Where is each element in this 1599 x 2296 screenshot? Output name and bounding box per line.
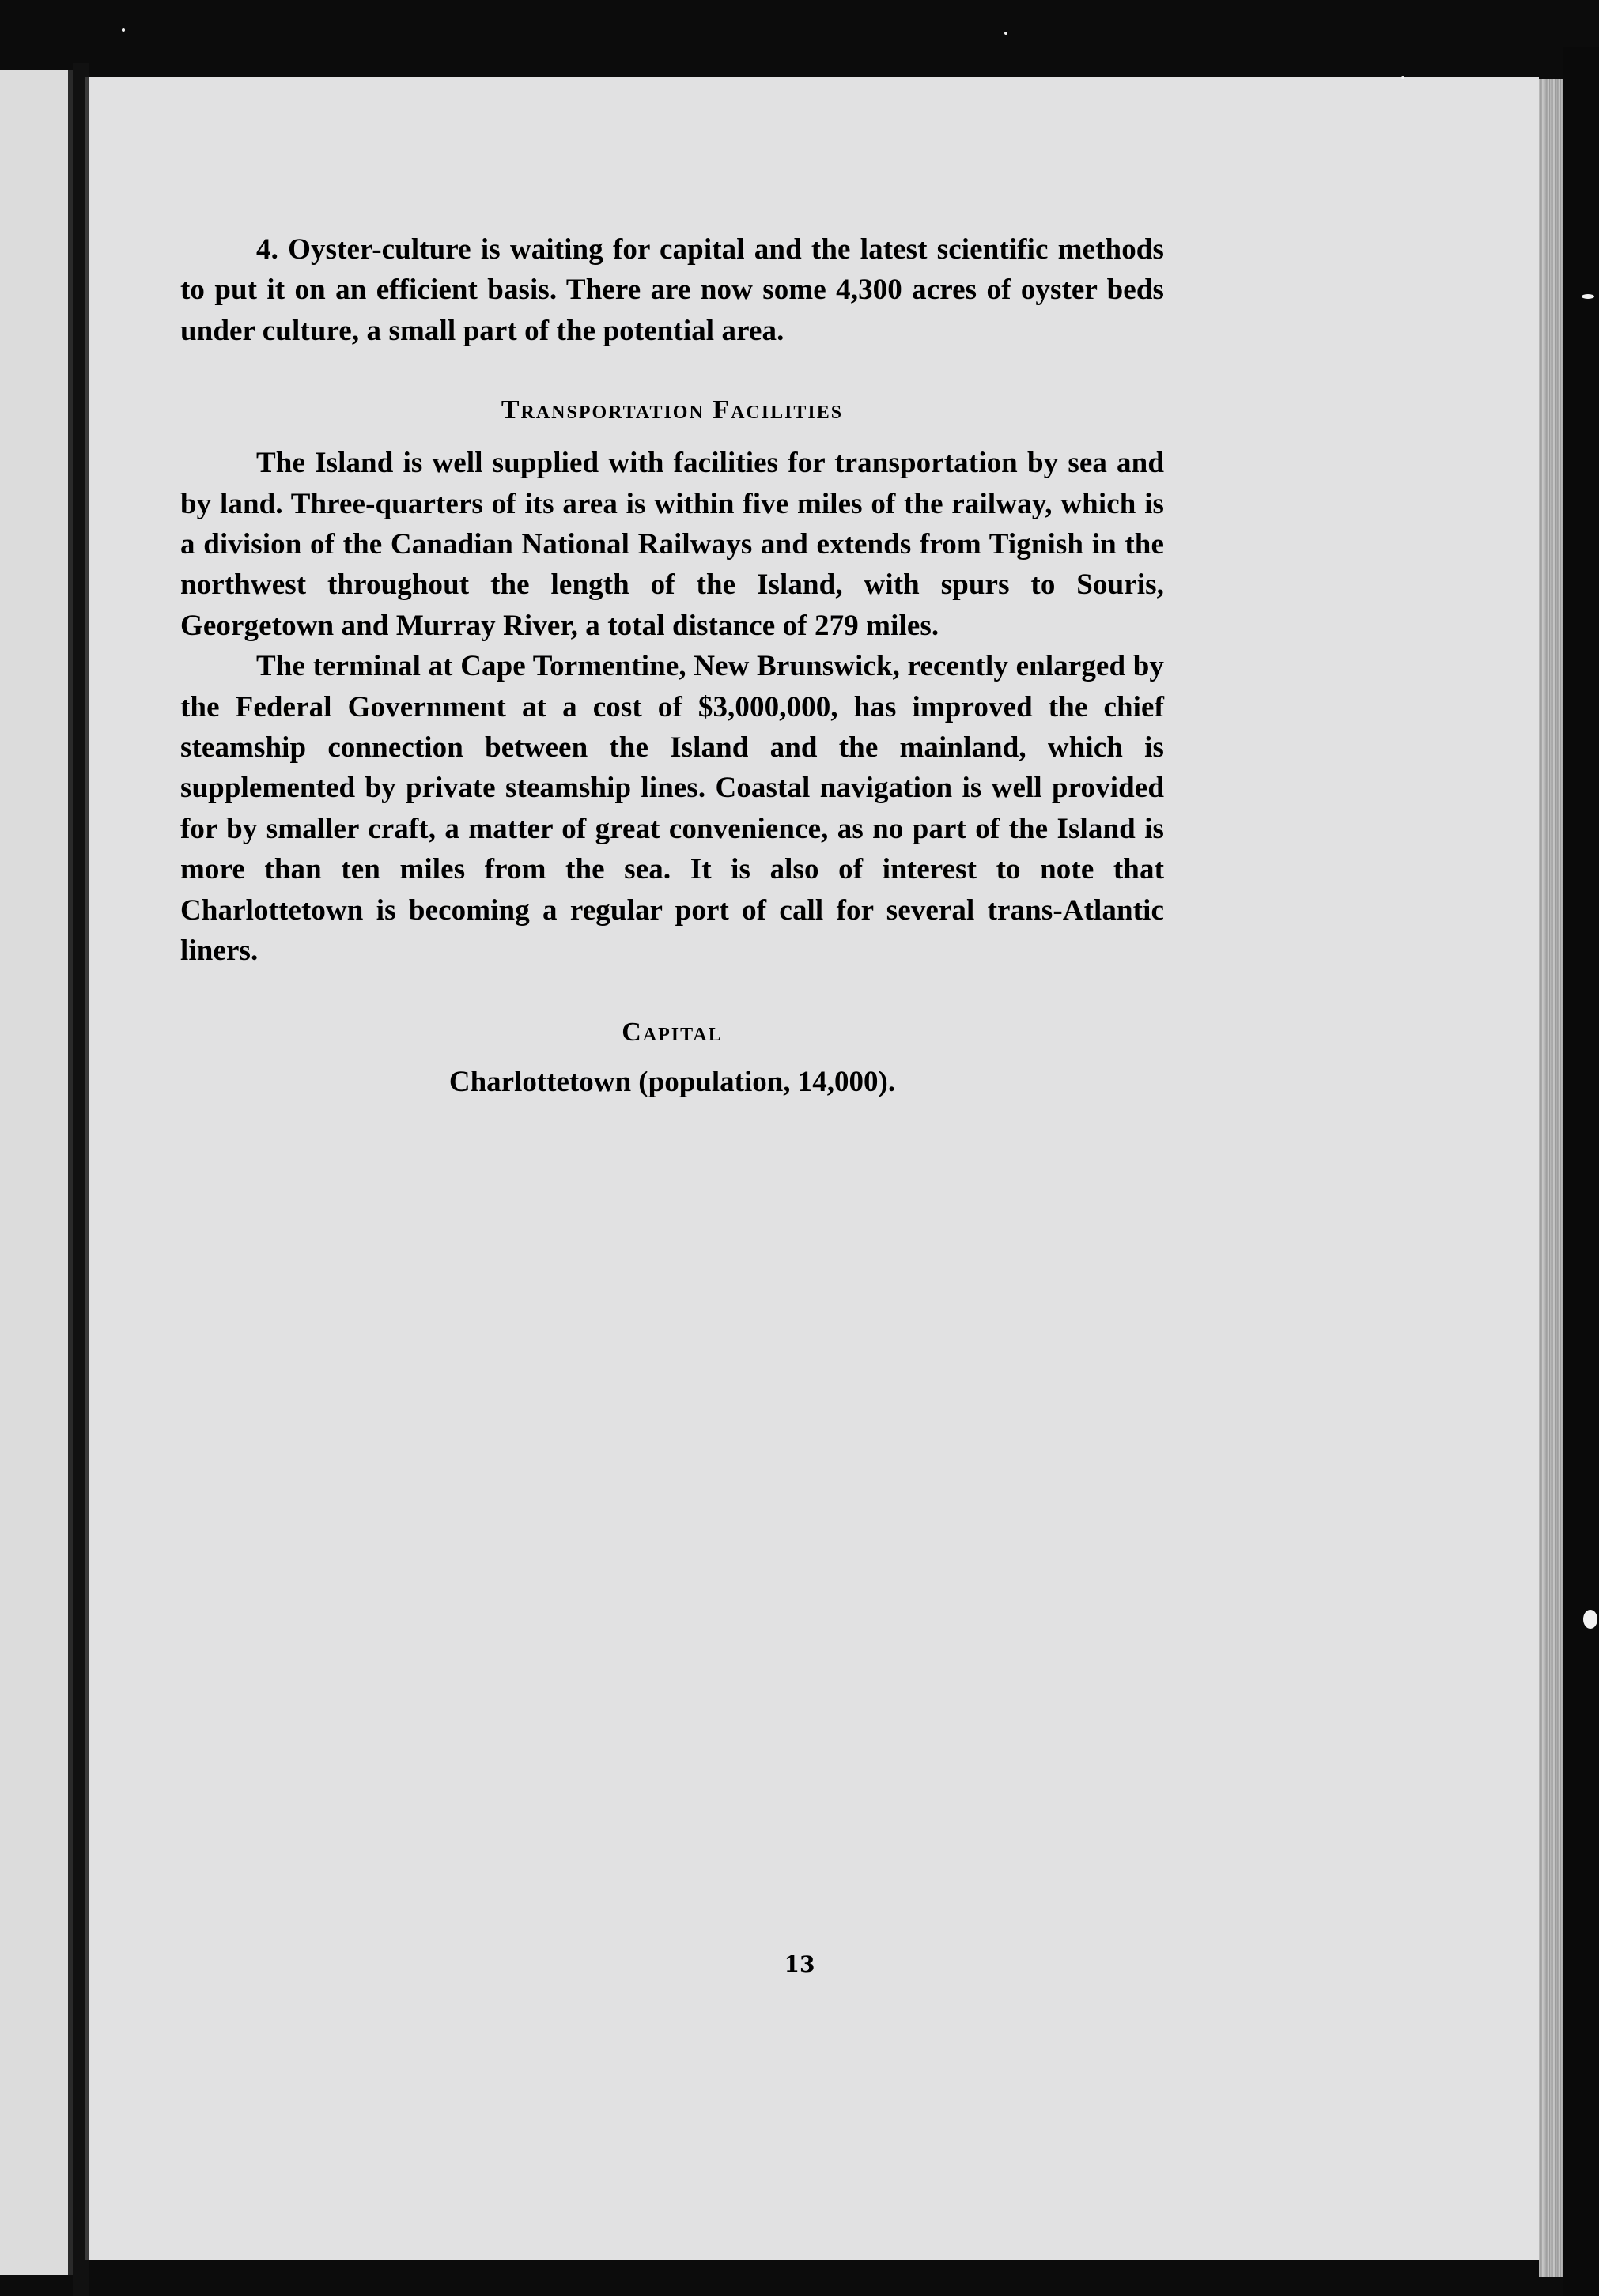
page-edges — [1539, 79, 1563, 2277]
capital-text: Charlottetown (population, 14,000). — [448, 1065, 896, 1098]
page-body — [180, 229, 1164, 1102]
page-number: 13 — [784, 1951, 815, 1977]
paragraph-oyster-culture: 4. Oyster-culture is waiting for capital and the latest scientific methods to put it on an efficient basis. There are now some 4,300 acres of oyster beds under culture, a small part of the potential area. — [180, 233, 1164, 347]
scan-background-right — [1563, 47, 1599, 2296]
paragraph-transportation: The Island is well supplied with facilities for transportation by sea and by land. Three-quarters of its area is within five miles of the railway, which is a division of the Canadian National Railways and extends from Tignish in the northwest throughout the length of the Island, with spurs to Souris, Georgetown and Murray River, a total distance of 279 miles. — [180, 447, 1164, 642]
heading-transportation-facilities: Transportation Facilities — [501, 395, 844, 425]
heading-capital: Capital — [622, 1017, 723, 1047]
paragraph-terminal: The terminal at Cape Tormentine, New Brunswick, recently enlarged by the Federal Government at a cost of $3,000,000, has improved the chief steamship connection between the Island and the mainland, which is supplemented by private steamship lines. Coastal navigation is well provided for by smaller craft, a matter of great convenience, as no part of the Island is more than ten miles from the sea. It is also of interest to note that Charlottetown is becoming a regular port of call for several trans-Atlantic liners. — [180, 650, 1164, 968]
facing-page-edge — [0, 70, 73, 2275]
